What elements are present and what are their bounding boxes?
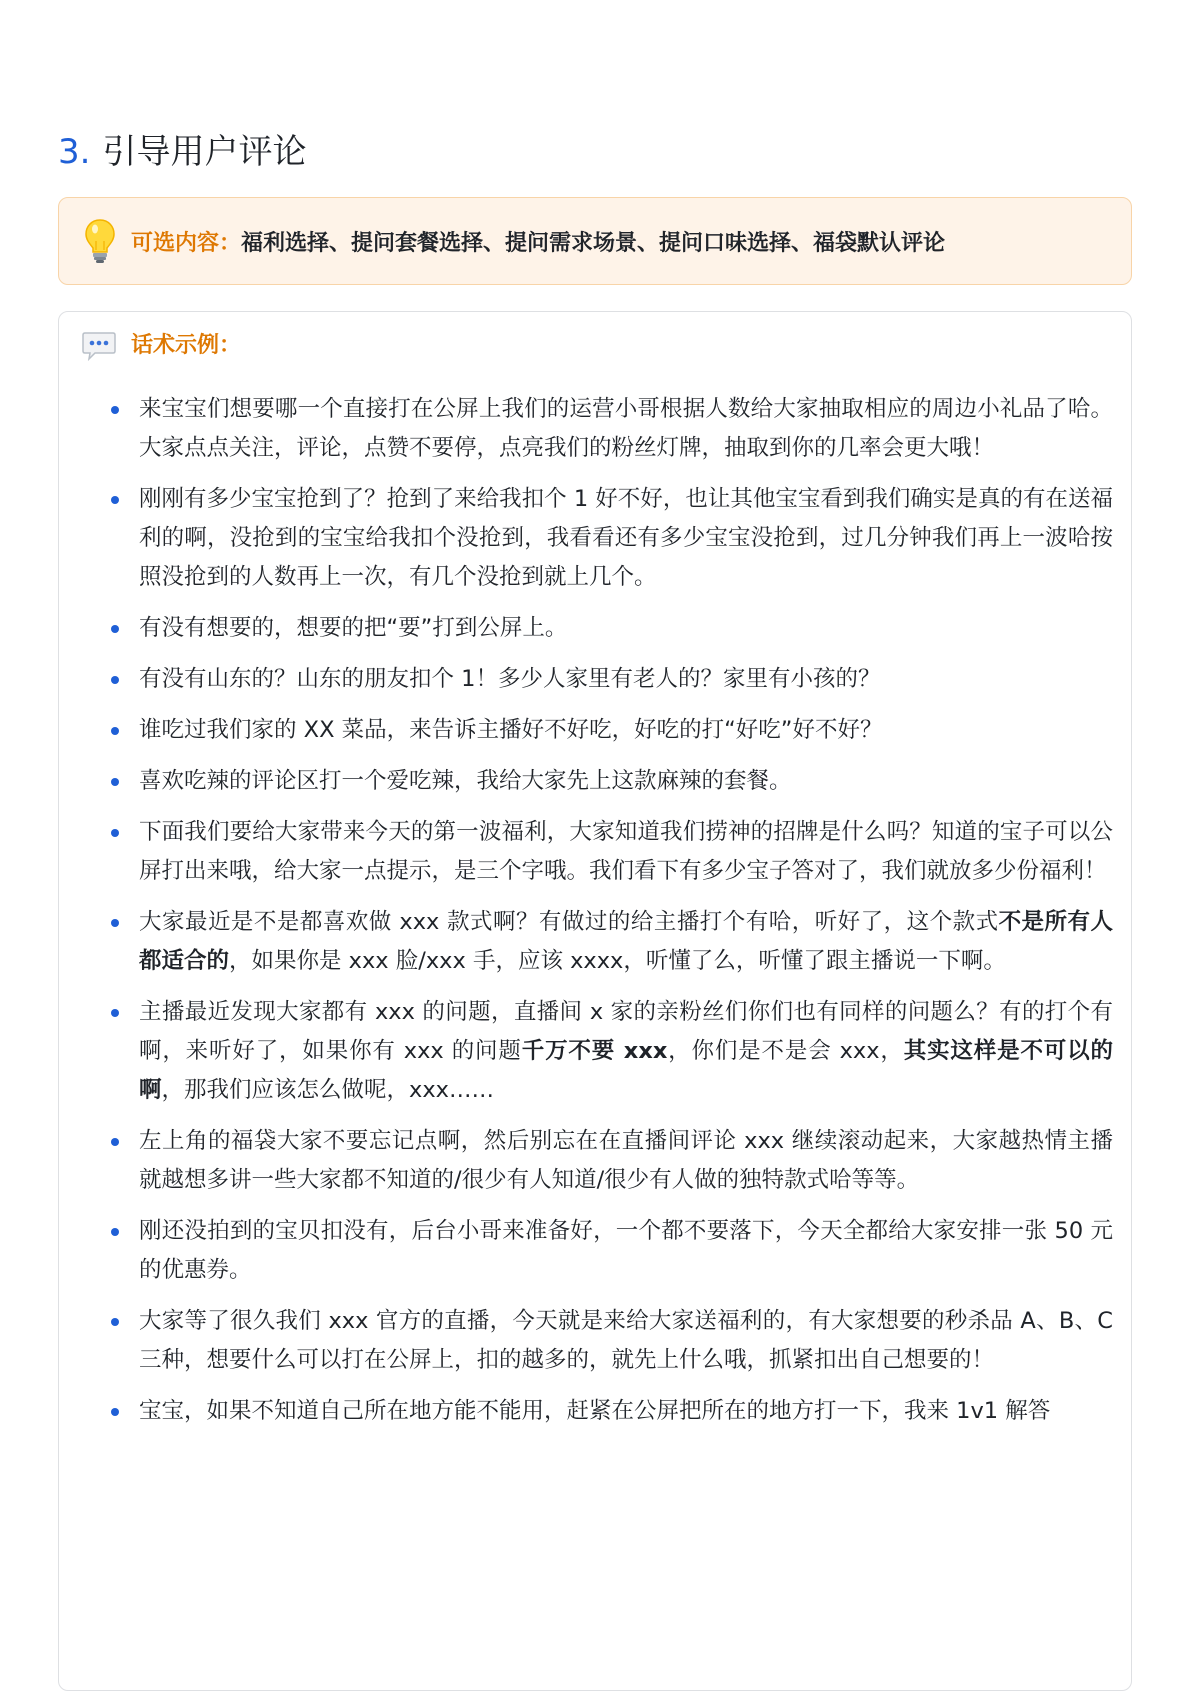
bold-text: 千万不要 xxx	[521, 1038, 668, 1064]
text-segment: 来宝宝们想要哪一个直接打在公屏上我们的运营小哥根据人数给大家抽取相应的周边小礼品了哈。大家点点关注，评论，点赞不要停，点亮我们的粉丝灯牌，抽取到你的几率会更大哦！	[139, 396, 1113, 461]
list-item	[139, 711, 1113, 750]
bullet-dot-icon	[111, 727, 119, 735]
text-segment: 主播最近发现大家都有 xxx 的问题，直播间 x 家的亲粉丝们你们也有同样的问题么？有的打个有啊，来听好了，如果你有 xxx 的问题	[139, 999, 1113, 1064]
bullet-dot-icon	[111, 919, 119, 927]
list-item	[139, 993, 1113, 1110]
list-item	[139, 390, 1113, 468]
bullet-dot-icon	[111, 1318, 119, 1326]
section-heading	[58, 128, 306, 176]
callout-label: 可选内容：	[131, 230, 242, 256]
callout-text	[131, 226, 945, 257]
bullet-dot-icon	[111, 1138, 119, 1146]
text-segment: ，如果你是 xxx 脸/xxx 手，应该 xxxx，听懂了么，听懂了跟主播说一下啊。	[229, 948, 1006, 974]
bullet-dot-icon	[111, 496, 119, 504]
text-segment: 下面我们要给大家带来今天的第一波福利，大家知道我们捞神的招牌是什么吗？知道的宝子可以公屏打出来哦，给大家一点提示，是三个字哦。我们看下有多少宝子答对了，我们就放多少份福利！	[139, 819, 1113, 884]
list-item	[139, 1392, 1113, 1431]
bullet-dot-icon	[111, 406, 119, 414]
list-item	[139, 1302, 1113, 1380]
lightbulb-icon	[83, 217, 117, 265]
text-segment: 刚还没拍到的宝贝扣没有，后台小哥来准备好，一个都不要落下，今天全都给大家安排一张 50 元的优惠券。	[139, 1218, 1113, 1283]
section-number: 3.	[58, 132, 91, 172]
bullet-dot-icon	[111, 1228, 119, 1236]
bullet-dot-icon	[111, 778, 119, 786]
script-example-card	[58, 311, 1132, 1691]
list-item	[139, 813, 1113, 891]
list-item	[139, 1122, 1113, 1200]
bullet-dot-icon	[111, 676, 119, 684]
text-segment: 左上角的福袋大家不要忘记点啊，然后别忘在在直播间评论 xxx 继续滚动起来，大家越热情主播就越想多讲一些大家都不知道的/很少有人知道/很少有人做的独特款式哈等等。	[139, 1128, 1113, 1193]
script-list	[139, 390, 1113, 1443]
list-item	[139, 660, 1113, 699]
list-item	[139, 1212, 1113, 1290]
callout-body: 福利选择、提问套餐选择、提问需求场景、提问口味选择、福袋默认评论	[241, 230, 946, 256]
text-segment: 有没有想要的，想要的把“要”打到公屏上。	[139, 615, 568, 641]
text-segment: 有没有山东的？山东的朋友扣个 1！多少人家里有老人的？家里有小孩的？	[139, 666, 881, 692]
callout-box	[58, 197, 1132, 285]
bullet-dot-icon	[111, 625, 119, 633]
text-segment: ，那我们应该怎么做呢，xxx……	[161, 1077, 494, 1103]
text-segment: 喜欢吃辣的评论区打一个爱吃辣，我给大家先上这款麻辣的套餐。	[139, 768, 792, 794]
bold-text: 不是所有人都适合的	[139, 909, 1113, 974]
text-segment: 谁吃过我们家的 XX 菜品，来告诉主播好不好吃，好吃的打“好吃”好不好？	[139, 717, 883, 743]
text-segment: 宝宝，如果不知道自己所在地方能不能用，赶紧在公屏把所在的地方打一下，我来 1v1 解答	[139, 1398, 1051, 1424]
text-segment: 大家最近是不是都喜欢做 xxx 款式啊？有做过的给主播打个有哈，听好了，这个款式	[139, 909, 999, 935]
bullet-dot-icon	[111, 829, 119, 837]
card-header	[81, 330, 241, 362]
chat-bubble-icon	[81, 330, 117, 362]
bullet-dot-icon	[111, 1408, 119, 1416]
bold-text: 其实这样是不可以的啊	[139, 1038, 1113, 1103]
text-segment: ，你们是不是会 xxx，	[667, 1038, 904, 1064]
bullet-dot-icon	[111, 1009, 119, 1017]
list-item	[139, 609, 1113, 648]
card-title: 话术示例：	[131, 333, 242, 358]
text-segment: 刚刚有多少宝宝抢到了？抢到了来给我扣个 1 好不好，也让其他宝宝看到我们确实是真的有在送福利的啊，没抢到的宝宝给我扣个没抢到，我看看还有多少宝宝没抢到，过几分钟我们再上一波哈按照没抢到的人数再上一次，有几个没抢到就上几个。	[139, 486, 1113, 590]
list-item	[139, 480, 1113, 597]
section-title: 引导用户评论	[102, 132, 307, 172]
text-segment: 大家等了很久我们 xxx 官方的直播，今天就是来给大家送福利的，有大家想要的秒杀品 A、B、C 三种，想要什么可以打在公屏上，扣的越多的，就先上什么哦，抓紧扣出自己想要的！	[139, 1308, 1113, 1373]
list-item	[139, 903, 1113, 981]
list-item	[139, 762, 1113, 801]
